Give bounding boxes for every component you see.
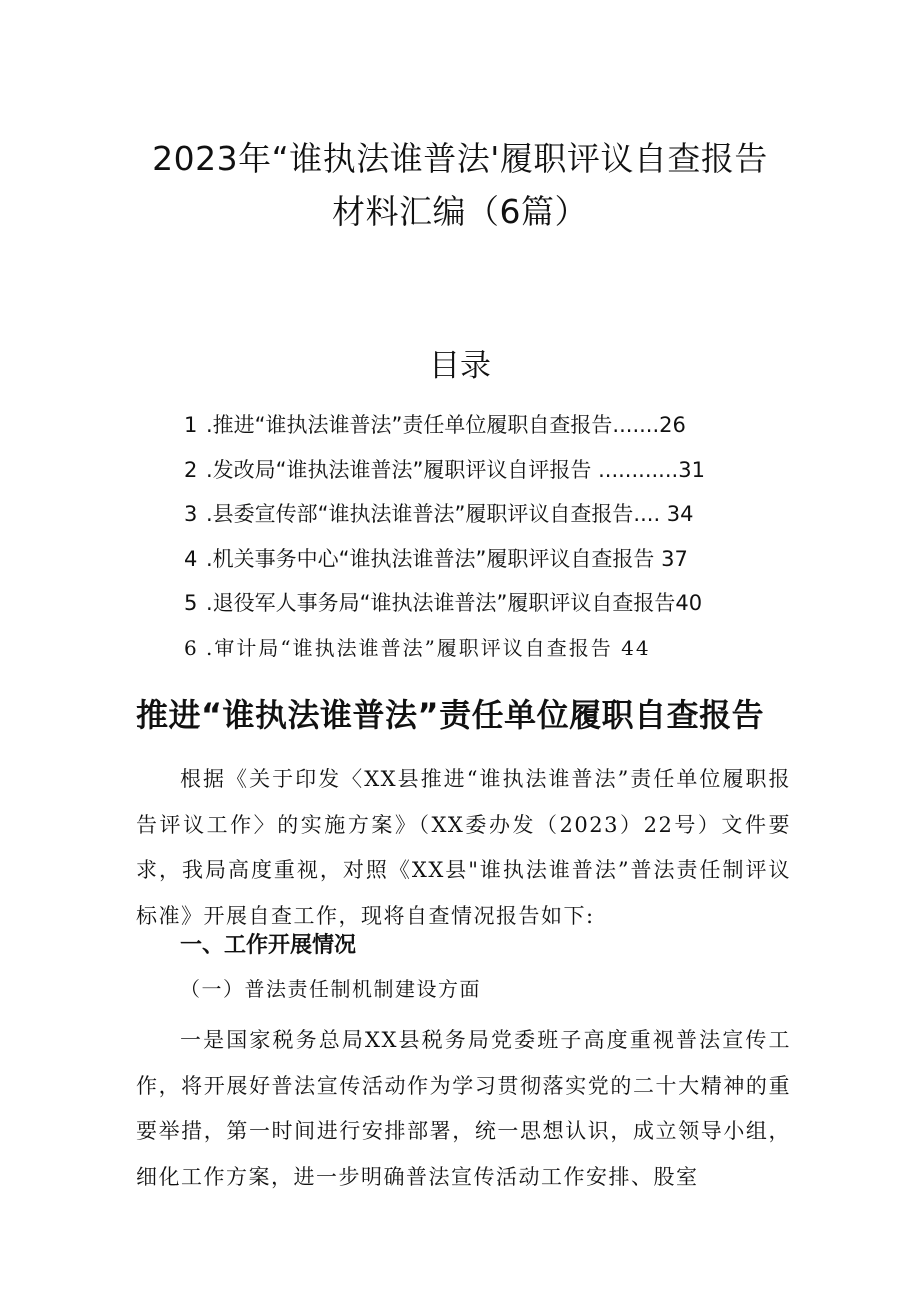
toc-item-number: 5: [184, 591, 198, 615]
document-title-line-1: 2023年“谁执法谁普法'履职评议自查报告: [152, 139, 768, 178]
table-of-contents: [184, 408, 804, 675]
toc-item-number: 3: [184, 502, 198, 526]
toc-item-text: .推进“谁执法谁普法”责任单位履职自查报告.......26: [206, 413, 686, 437]
toc-item[interactable]: [184, 631, 804, 676]
article-title: 推进“谁执法谁普法”责任单位履职自查报告: [136, 696, 765, 734]
toc-item[interactable]: [184, 453, 804, 498]
toc-item[interactable]: [184, 542, 804, 587]
body-paragraph: 一是国家税务总局XX县税务局党委班子高度重视普法宣传工作，将开展好普法宣传活动作为学习贯彻落实党的二十大精神的重要举措，第一时间进行安排部署，统一思想认识，成立领导小组，细化工作方案，进一步明确普法宣传活动工作安排、股室: [136, 1028, 791, 1189]
toc-item-number: 6: [184, 635, 199, 660]
toc-item-text: .发改局“谁执法谁普法”履职评议自评报告 ............31: [206, 457, 705, 482]
intro-paragraph: 根据《关于印发〈XX县推进“谁执法谁普法”责任单位履职报告评议工作〉的实施方案》（XX委办发（2023）22号）文件要求，我局高度重视，对照《XX县"谁执法谁普法”普法责任制评议标准》开展自查工作，现将自查情况报告如下:: [136, 767, 791, 928]
document-title-line-2: 材料汇编（6篇）: [332, 192, 588, 231]
toc-item-number: 1: [184, 413, 198, 437]
toc-item-number: 2: [184, 457, 198, 482]
toc-item-text: .县委宣传部“谁执法谁普法”履职评议自查报告.... 34: [206, 502, 694, 526]
subsection-heading: （一）普法责任制机制建设方面: [180, 977, 481, 1001]
toc-item[interactable]: [184, 586, 804, 631]
toc-item[interactable]: [184, 408, 804, 453]
toc-item-text: .退役军人事务局“谁执法谁普法”履职评议自查报告40: [206, 591, 703, 615]
toc-item[interactable]: [184, 497, 804, 542]
toc-item-number: 4: [184, 546, 198, 571]
section-heading: 一、工作开展情况: [180, 933, 357, 958]
toc-heading: 目录: [429, 348, 491, 384]
toc-item-text: .审计局“谁执法谁普法”履职评议自查报告 44: [206, 635, 651, 660]
toc-item-text: .机关事务中心“谁执法谁普法”履职评议自查报告 37: [206, 546, 688, 571]
